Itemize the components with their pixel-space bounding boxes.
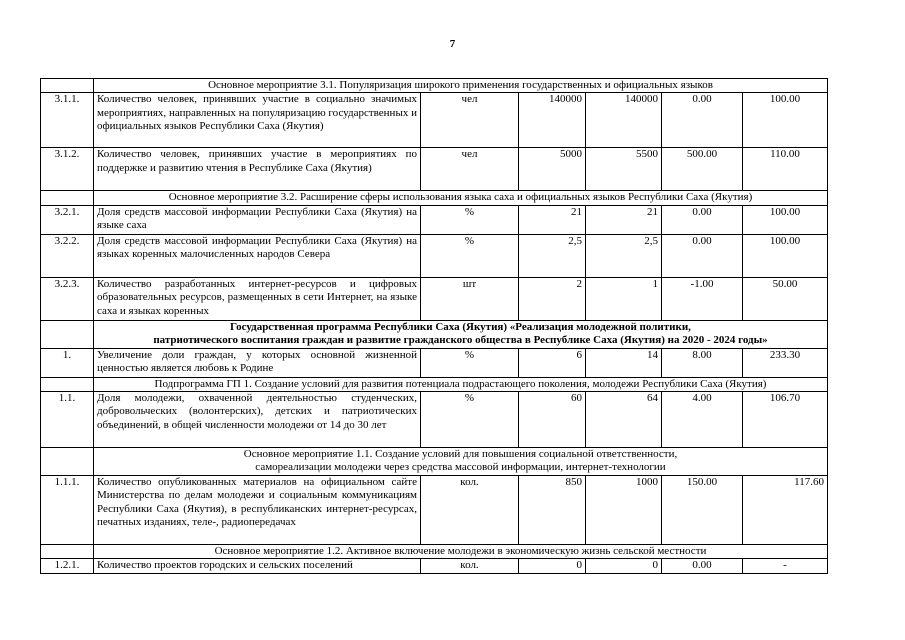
indicator-name: Количество разработанных интернет-ресурсов и цифровых образовательных ресурсов, размещенных в сети Интернет, на языке саха и языках коренных [94,277,421,320]
percent-cell: 100.00 [743,234,828,277]
value-cell: 2 [519,277,586,320]
percent-cell: 106.70 [743,392,828,448]
value-cell: 850 [519,475,586,544]
row-number [41,79,94,93]
row-number: 3.1.1. [41,93,94,148]
row-number: 3.2.1. [41,205,94,234]
value-cell: 140000 [519,93,586,148]
deviation-cell: 0.00 [662,93,743,148]
table-row [41,475,828,544]
unit-cell: кол. [421,475,519,544]
unit-cell: % [421,205,519,234]
value-cell: 64 [586,392,662,448]
title-line: Основное мероприятие 1.2. Активное включение молодежи в экономическую жизнь сельской местности [214,544,707,557]
title-line: Основное мероприятие 1.1. Создание условий для повышения социальной ответственности, [243,448,678,461]
deviation-cell: 8.00 [662,348,743,377]
unit-cell: % [421,234,519,277]
percent-cell: 100.00 [743,93,828,148]
indicator-name: Доля средств массовой информации Республики Саха (Якутия) на языках коренных малочисленных народов Севера [94,234,421,277]
row-number: 3.2.2. [41,234,94,277]
section-title [94,79,828,93]
table-row [41,348,828,377]
row-number [41,377,94,391]
indicator-name: Количество опубликованных материалов на официальном сайте Министерства по делам молодежи и социальным коммуникациям Республики Саха (Якутия), в республиканских интернет-ресурсах, печатных изданиях, теле-, радиопередачах [94,475,421,544]
row-number: 3.2.3. [41,277,94,320]
value-cell: 2,5 [586,234,662,277]
value-cell: 1 [586,277,662,320]
value-cell: 0 [586,559,662,573]
value-cell: 5500 [586,148,662,191]
deviation-cell: 500.00 [662,148,743,191]
section-heading-row [41,377,828,391]
title-line: самореализации молодежи через средства массовой информации, интернет-технологии [255,461,666,474]
title-line: Подпрограмма ГП 1. Создание условий для развития потенциала подрастающего поколения, молодежи Республики Саха (Якутия) [154,377,767,390]
section-heading-row [41,544,828,558]
program-title [94,320,828,348]
deviation-cell: -1.00 [662,277,743,320]
table-row [41,559,828,573]
row-number [41,544,94,558]
table-row [41,234,828,277]
section-heading-row [41,448,828,476]
percent-cell: - [743,559,828,573]
table-row [41,277,828,320]
row-number: 3.1.2. [41,148,94,191]
unit-cell: чел [421,148,519,191]
deviation-cell: 150.00 [662,475,743,544]
percent-cell: 100.00 [743,205,828,234]
title-line: Основное мероприятие 3.2. Расширение сферы использования языка саха и официальных языков Республики Саха (Якутия) [168,191,753,204]
unit-cell: % [421,392,519,448]
value-cell: 1000 [586,475,662,544]
unit-cell: чел [421,93,519,148]
section-title [94,544,828,558]
percent-cell: 117.60 [743,475,828,544]
deviation-cell: 0.00 [662,559,743,573]
value-cell: 140000 [586,93,662,148]
percent-cell: 110.00 [743,148,828,191]
row-number: 1.1. [41,392,94,448]
section-title [94,377,828,391]
title-line: патриотического воспитания граждан и развитие гражданского общества в Республике Саха (Якутия) на 2020 - 2024 годы» [153,334,768,347]
row-number [41,320,94,348]
unit-cell: шт [421,277,519,320]
deviation-cell: 4.00 [662,392,743,448]
percent-cell: 233.30 [743,348,828,377]
page-number: 7 [449,38,456,50]
table-row [41,93,828,148]
value-cell: 60 [519,392,586,448]
value-cell: 21 [519,205,586,234]
indicator-name: Количество человек, принявших участие в мероприятиях по поддержке и развитию чтения в Республике Саха (Якутия) [94,148,421,191]
value-cell: 2,5 [519,234,586,277]
percent-cell: 50.00 [743,277,828,320]
section-title [94,448,828,476]
row-number: 1. [41,348,94,377]
unit-cell: кол. [421,559,519,573]
unit-cell: % [421,348,519,377]
deviation-cell: 0.00 [662,234,743,277]
section-title [94,191,828,205]
value-cell: 6 [519,348,586,377]
row-number: 1.2.1. [41,559,94,573]
table-row [41,148,828,191]
indicators-table [40,78,828,574]
row-number: 1.1.1. [41,475,94,544]
section-heading-row [41,79,828,93]
title-line: Основное мероприятие 3.1. Популяризация широкого применения государственных и официальных языков [208,79,713,91]
program-heading-row [41,320,828,348]
value-cell: 0 [519,559,586,573]
value-cell: 21 [586,205,662,234]
value-cell: 5000 [519,148,586,191]
table-row [41,392,828,448]
deviation-cell: 0.00 [662,205,743,234]
row-number [41,448,94,476]
table-row [41,205,828,234]
indicator-name: Увеличение доли граждан, у которых основной жизненной ценностью является любовь к Родине [94,348,421,377]
indicator-name: Количество человек, принявших участие в социально значимых мероприятиях, направленных на популяризацию государственных и официальных языков Республики Саха (Якутия) [94,93,421,148]
indicator-name: Доля средств массовой информации Республики Саха (Якутия) на языке саха [94,205,421,234]
title-line: Государственная программа Республики Саха (Якутия) «Реализация молодежной политики, [230,320,691,333]
row-number [41,191,94,205]
indicator-name: Доля молодежи, охваченной деятельностью студенческих, добровольческих (волонтерских), детских и патриотических объединений, в общей численности молодежи от 14 до 30 лет [94,392,421,448]
indicator-name: Количество проектов городских и сельских поселений [94,559,421,573]
section-heading-row [41,191,828,205]
value-cell: 14 [586,348,662,377]
